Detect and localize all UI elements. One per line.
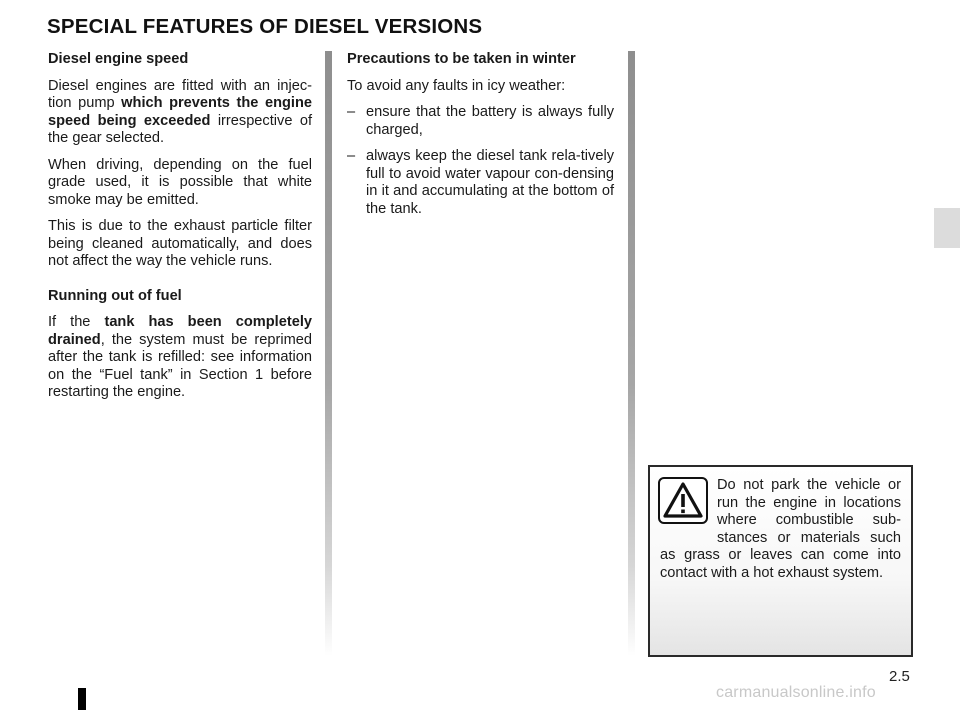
dash-bullet: – <box>347 104 356 120</box>
emphasis-text: tank has been completely drained <box>48 314 312 348</box>
section-heading-winter: Precautions to be taken in winter <box>347 51 576 67</box>
paragraph-text: irrespective of the gear selected. <box>48 112 312 146</box>
section-heading-running-out-of-fuel: Running out of fuel <box>48 287 182 304</box>
warning-text-block <box>660 477 901 582</box>
paragraph-reprime <box>48 314 312 402</box>
icon-spacer <box>660 477 717 547</box>
paragraph-particle-filter: This is due to the exhaust particle filter being cleaned automatically, and does not affect the way the vehicle runs. <box>48 218 312 269</box>
warning-text: Do not park the vehicle or run the engine in locations where combustible sub-stances or materials such as grass or leaves can come into contact with a hot exhaust system. <box>660 477 901 581</box>
section-heading-engine-speed: Diesel engine speed <box>48 51 189 67</box>
paragraph-text: , the system must be reprimed after the tank is refilled: see information on the “Fuel tank” in Section 1 before restarting the engine. <box>48 331 312 400</box>
page-number: 2.5 <box>889 668 910 685</box>
paragraph-injection-pump <box>48 78 312 148</box>
corner-mark <box>78 688 86 710</box>
left-column <box>48 51 312 411</box>
watermark: carmanualsonline.info <box>716 684 876 701</box>
list-item-text: always keep the diesel tank rela-tively full to avoid water vapour con-densing in it and accumulating at the bottom of the tank. <box>366 148 614 217</box>
list-item <box>347 148 614 218</box>
page-title: SPECIAL FEATURES OF DIESEL VERSIONS <box>47 15 483 38</box>
paragraph-text: Diesel engines are fitted with an injec-tion pump <box>48 77 312 111</box>
list-item-text: ensure that the battery is always fully charged, <box>366 104 614 138</box>
paragraph-text: If the <box>48 314 105 330</box>
list-item <box>347 104 614 139</box>
section-thumb-tab <box>934 208 960 248</box>
dash-bullet: – <box>347 148 356 164</box>
warning-box <box>648 465 913 657</box>
paragraph-white-smoke: When driving, depending on the fuel grade used, it is possible that white smoke may be emitted. <box>48 156 312 208</box>
column-divider-left <box>325 51 332 656</box>
column-divider-right <box>628 51 635 656</box>
emphasis-text: which prevents the engine speed being exceeded <box>48 95 312 129</box>
paragraph-icy-weather: To avoid any faults in icy weather: <box>347 77 566 94</box>
middle-column <box>347 51 614 227</box>
